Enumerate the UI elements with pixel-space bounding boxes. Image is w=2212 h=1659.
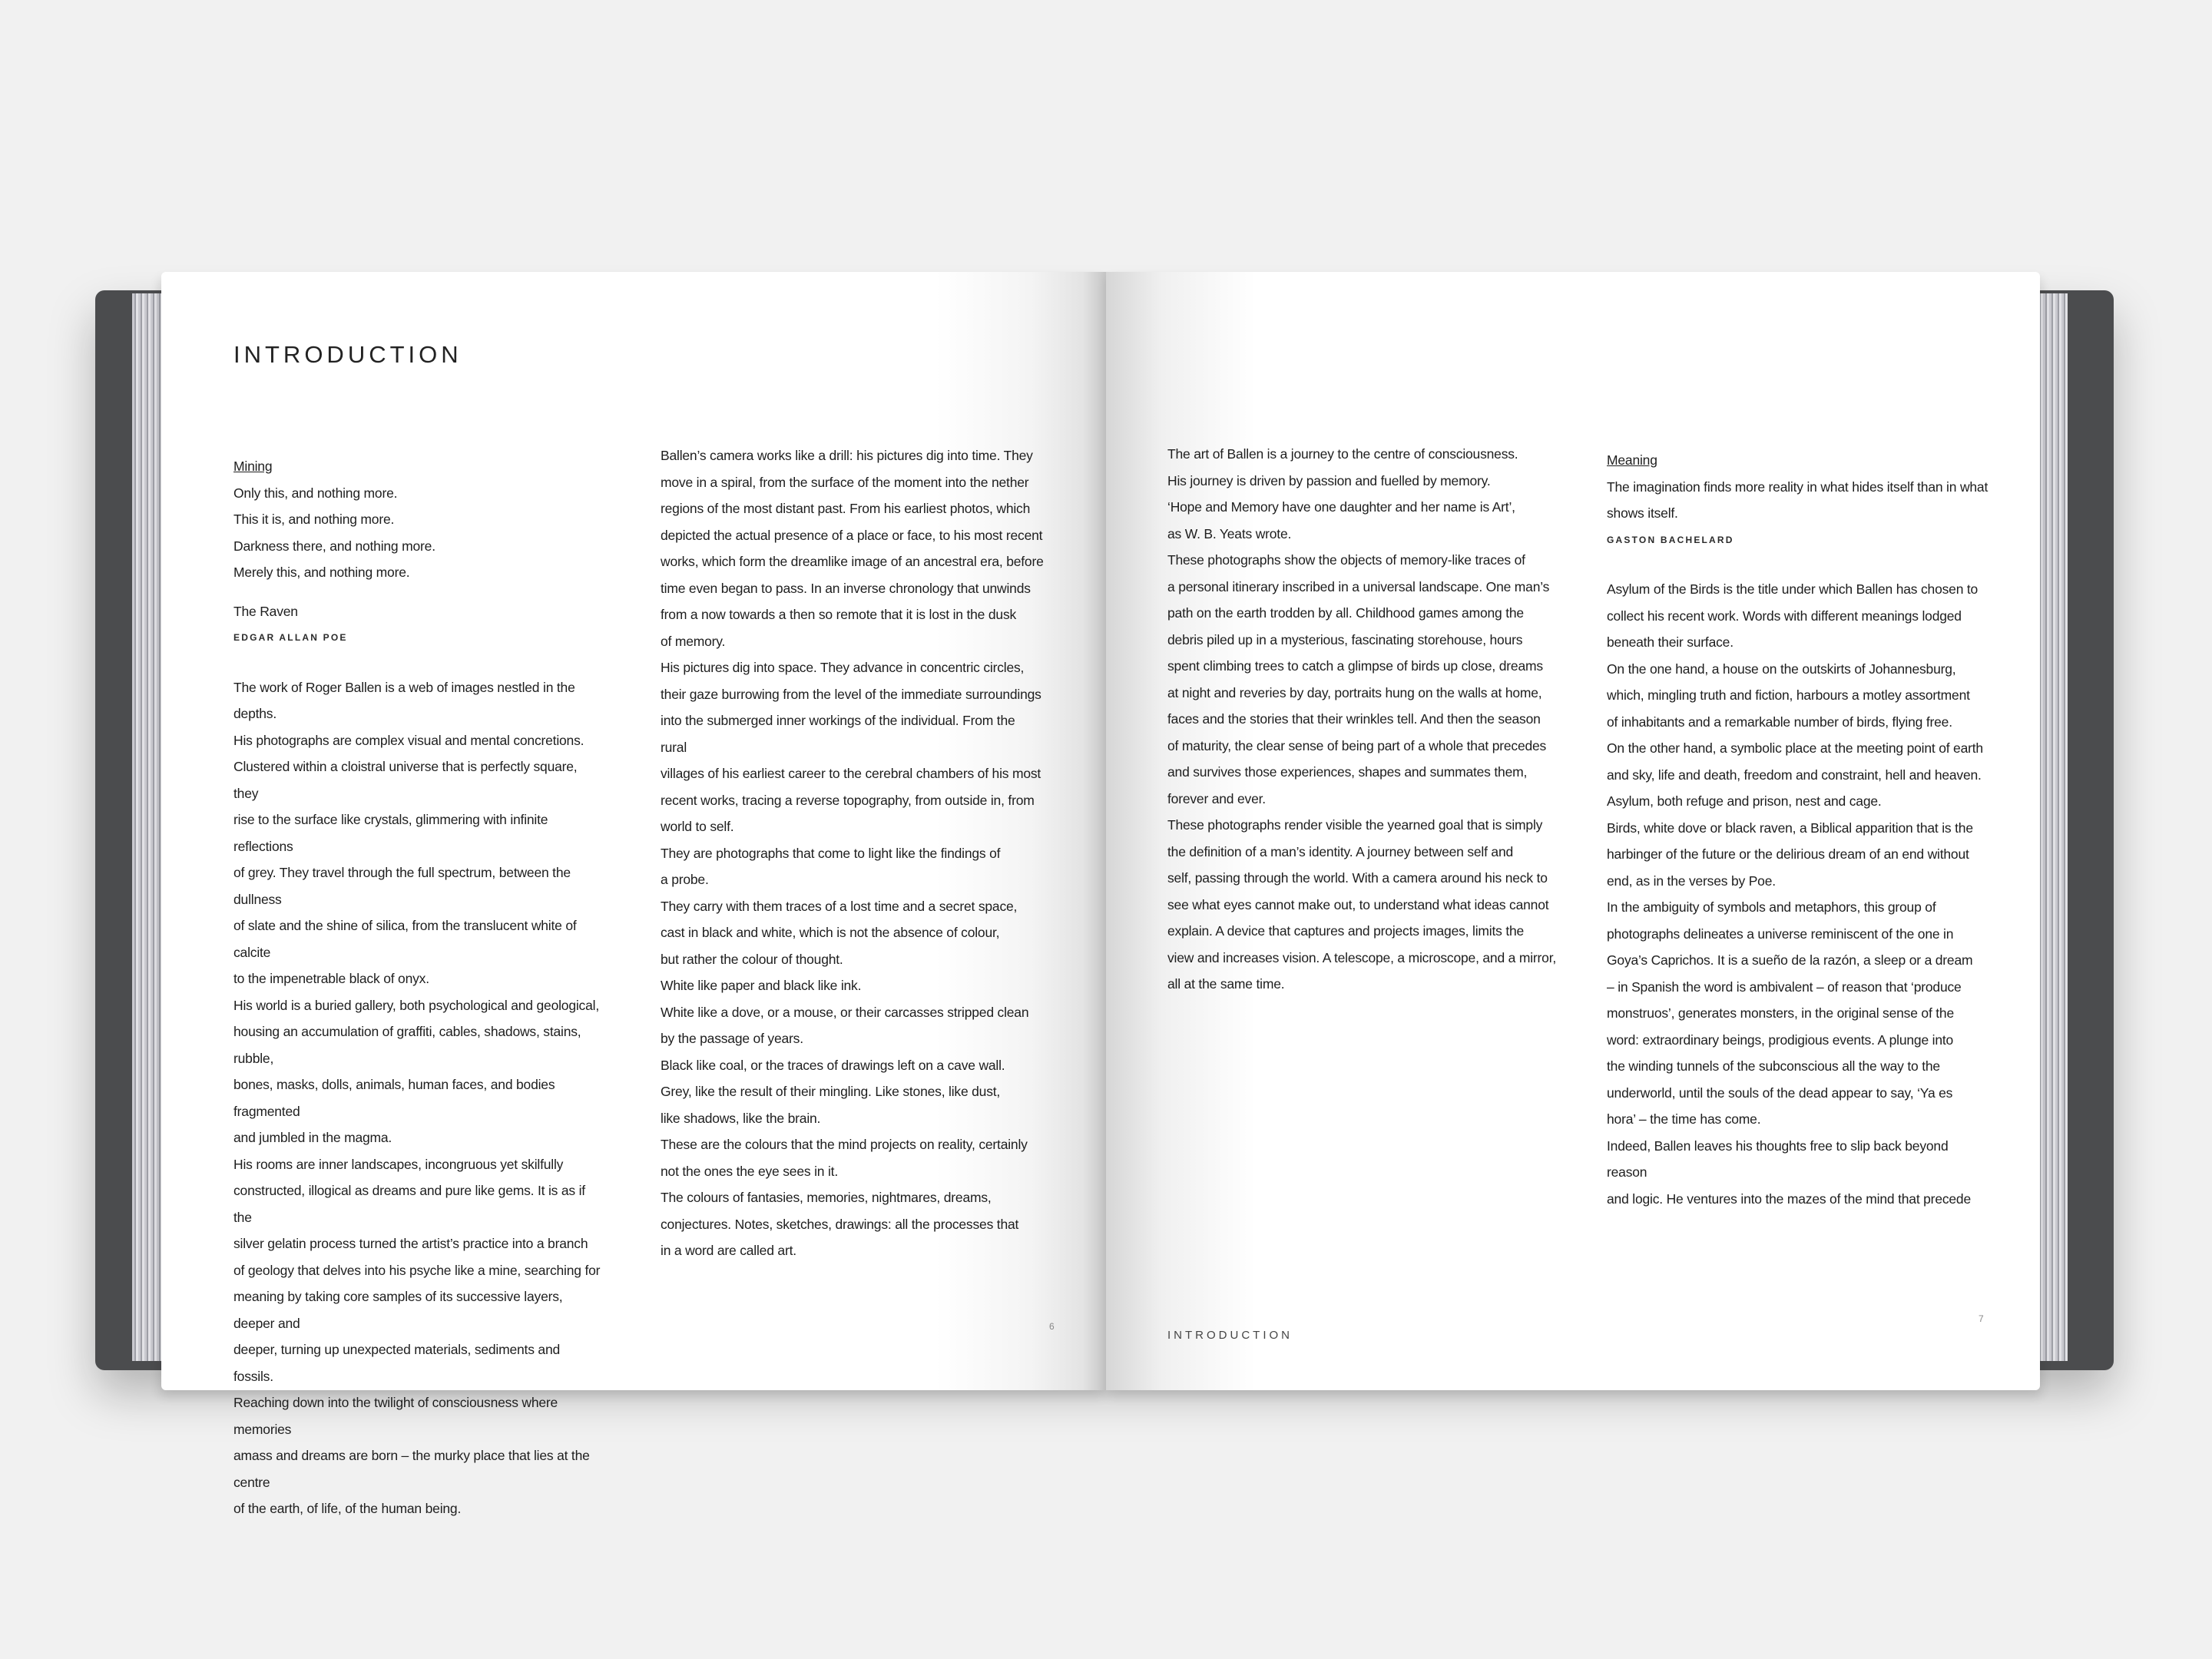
text-line: explain. A device that captures and projects images, limits the [1167, 923, 1525, 939]
text-line: villages of his earliest career to the cerebral chambers of his most [661, 766, 1041, 781]
text-line: regions of the most distant past. From his earliest photos, which [661, 501, 1031, 516]
text-line: Reaching down into the twilight of consciousness where memories [233, 1395, 558, 1437]
running-footer: INTRODUCTION [1167, 1329, 1293, 1342]
text-line: His rooms are inner landscapes, incongruous yet skilfully [233, 1156, 564, 1172]
text-line: The work of Roger Ballen is a web of images nestled in the depths. [233, 679, 575, 721]
epigraph-source: The Raven [233, 603, 298, 619]
text-line: Asylum of the Birds is the title under which Ballen has chosen to [1607, 581, 1979, 597]
text-line: The colours of fantasies, memories, nightmares, dreams, [661, 1190, 992, 1205]
epigraph-line: Darkness there, and nothing more. [233, 538, 435, 554]
text-line: end, as in the verses by Poe. [1607, 873, 1776, 889]
text-line: works, which form the dreamlike image of an ancestral era, before [661, 554, 1044, 569]
epigraph-line: Merely this, and nothing more. [233, 565, 410, 580]
epigraph-author: EDGAR ALLAN POE [233, 632, 348, 643]
text-line: of geology that delves into his psyche like a mine, searching for [233, 1262, 601, 1278]
text-line: meaning by taking core samples of its successive layers, deeper and [233, 1289, 563, 1331]
epigraph-line: Only this, and nothing more. [233, 485, 398, 501]
page-number: 6 [1049, 1321, 1055, 1332]
epigraph-line: shows itself. [1607, 505, 1678, 521]
epigraph-line: The imagination finds more reality in what hides itself than in what [1607, 478, 1988, 495]
text-line: path on the earth trodden by all. Childhood games among the [1167, 605, 1524, 621]
text-line: faces and the stories that their wrinkles tell. And then the season [1167, 711, 1541, 727]
text-line: world to self. [661, 819, 734, 834]
right-page [1106, 272, 2040, 1390]
text-line: Black like coal, or the traces of drawings left on a cave wall. [661, 1057, 1005, 1073]
text-line: debris piled up in a mysterious, fascinating storehouse, hours [1167, 631, 1523, 647]
text-line: Indeed, Ballen leaves his thoughts free to slip back beyond reason [1607, 1137, 1949, 1180]
text-line: recent works, tracing a reverse topography, from outside in, from [661, 792, 1035, 808]
text-line: spent climbing trees to catch a glimpse of birds up close, dreams [1167, 658, 1543, 674]
text-line: White like a dove, or a mouse, or their carcasses stripped clean [661, 1004, 1029, 1020]
text-line: White like paper and black like ink. [661, 978, 862, 993]
text-line: to the impenetrable black of onyx. [233, 971, 429, 986]
text-line: collect his recent work. Words with different meanings lodged [1607, 608, 1962, 624]
text-line: His pictures dig into space. They advance in concentric circles, [661, 660, 1025, 675]
text-line: monstruos’, generates monsters, in the original sense of the [1607, 1005, 1954, 1021]
left-column-1 [233, 453, 602, 1522]
text-line: Birds, white dove or black raven, a Biblical apparition that is the [1607, 820, 1973, 836]
text-line: Clustered within a cloistral universe that is perfectly square, they [233, 759, 578, 801]
body-text [1607, 576, 1991, 1212]
text-line: silver gelatin process turned the artist’s practice into a branch [233, 1236, 588, 1251]
text-line: These photographs render visible the yearned goal that is simply [1167, 817, 1543, 833]
page-edges-left [132, 293, 163, 1361]
text-line: His journey is driven by passion and fuelled by memory. [1167, 472, 1491, 488]
text-line: and sky, life and death, freedom and constraint, hell and heaven. [1607, 767, 1982, 783]
text-line: beneath their surface. [1607, 634, 1734, 650]
text-line: photographs delineates a universe reminiscent of the one in [1607, 926, 1954, 942]
body-text [661, 442, 1045, 1264]
text-line: amass and dreams are born – the murky place that lies at the centre [233, 1448, 590, 1490]
text-line: His world is a buried gallery, both psychological and geological, [233, 997, 599, 1013]
text-line: hora’ – the time has come. [1607, 1111, 1761, 1127]
text-line: all at the same time. [1167, 976, 1285, 992]
text-line: and survives those experiences, shapes and summates them, [1167, 764, 1528, 780]
right-column-2 [1607, 447, 1991, 1212]
text-line: view and increases vision. A telescope, a microscope, and a mirror, [1167, 949, 1557, 965]
text-line: of the earth, of life, of the human being. [233, 1501, 462, 1516]
left-column-2 [661, 442, 1045, 1264]
text-line: They are photographs that come to light like the findings of [661, 845, 1001, 861]
text-line: of maturity, the clear sense of being part of a whole that precedes [1167, 737, 1547, 753]
text-line: not the ones the eye sees in it. [661, 1163, 838, 1179]
text-line: of slate and the shine of silica, from the translucent white of calcite [233, 918, 577, 960]
epigraph-line: This it is, and nothing more. [233, 512, 395, 527]
text-line: housing an accumulation of graffiti, cables, shadows, stains, rubble, [233, 1024, 581, 1066]
text-line: ‘Hope and Memory have one daughter and her name is Art’, [1167, 499, 1515, 515]
text-line: move in a spiral, from the surface of the moment into the nether [661, 474, 1029, 490]
text-line: like shadows, like the brain. [661, 1110, 821, 1126]
text-line: depicted the actual presence of a place or face, to his most recent [661, 527, 1043, 543]
text-line: the winding tunnels of the subconscious all the way to the [1607, 1058, 1940, 1074]
text-line: The art of Ballen is a journey to the centre of consciousness. [1167, 446, 1518, 462]
epigraph-heading: Mining [233, 459, 273, 474]
text-line: a probe. [661, 872, 709, 887]
text-line: forever and ever. [1167, 790, 1266, 806]
text-line: but rather the colour of thought. [661, 951, 843, 967]
text-line: Ballen’s camera works like a drill: his pictures dig into time. They [661, 448, 1033, 463]
text-line: deeper, turning up unexpected materials, sediments and fossils. [233, 1342, 561, 1384]
text-line: cast in black and white, which is not the absence of colour, [661, 925, 1000, 940]
text-line: – in Spanish the word is ambivalent – of reason that ‘produce [1607, 979, 1962, 995]
text-line: by the passage of years. [661, 1031, 803, 1046]
text-line: time even began to pass. In an inverse chronology that unwinds [661, 580, 1031, 596]
text-line: On the other hand, a symbolic place at the meeting point of earth [1607, 740, 1983, 756]
text-line: They carry with them traces of a lost time and a secret space, [661, 898, 1018, 914]
page-edges-right [2037, 293, 2068, 1361]
page-number: 7 [1979, 1313, 1984, 1324]
text-line: in a word are called art. [661, 1243, 796, 1258]
text-line: harbinger of the future or the delirious dream of an end without [1607, 846, 1969, 862]
text-line: which, mingling truth and fiction, harbours a motley assortment [1607, 687, 1970, 703]
text-line: their gaze burrowing from the level of the immediate surroundings [661, 686, 1041, 702]
text-line: His photographs are complex visual and mental concretions. [233, 732, 584, 748]
text-line: Asylum, both refuge and prison, nest and cage. [1607, 793, 1882, 809]
text-line: into the submerged inner workings of the individual. From the rural [661, 713, 1015, 755]
right-column-1 [1167, 441, 1559, 998]
text-line: underworld, until the souls of the dead appear to say, ‘Ya es [1607, 1084, 1953, 1101]
text-line: see what eyes cannot make out, to understand what ideas cannot [1167, 896, 1549, 912]
left-page [161, 272, 1106, 1516]
text-line: of grey. They travel through the full spectrum, between the dullness [233, 865, 571, 907]
text-line: from a now towards a then so remote that it is lost in the dusk [661, 607, 1017, 622]
text-line: of inhabitants and a remarkable number of birds, flying free. [1607, 714, 1952, 730]
text-line: rise to the surface like crystals, glimmering with infinite reflections [233, 812, 548, 854]
text-line: self, passing through the world. With a camera around his neck to [1167, 870, 1548, 886]
text-line: at night and reveries by day, portraits hung on the walls at home, [1167, 684, 1542, 700]
text-line: conjectures. Notes, sketches, drawings: all the processes that [661, 1216, 1019, 1232]
text-line: These photographs show the objects of memory-like traces of [1167, 552, 1525, 568]
epigraph-author: GASTON BACHELARD [1607, 534, 1734, 545]
text-line: Grey, like the result of their mingling. Like stones, like dust, [661, 1084, 1001, 1099]
text-line: and logic. He ventures into the mazes of the mind that precede [1607, 1190, 1971, 1207]
epigraph-heading: Meaning [1607, 452, 1657, 468]
text-line: These are the colours that the mind projects on reality, certainly [661, 1137, 1028, 1152]
text-line: and jumbled in the magma. [233, 1130, 392, 1145]
text-line: Goya’s Caprichos. It is a sueño de la razón, a sleep or a dream [1607, 952, 1973, 968]
text-line: In the ambiguity of symbols and metaphors, this group of [1607, 899, 1936, 915]
body-text [233, 674, 602, 1522]
text-line: On the one hand, a house on the outskirts of Johannesburg, [1607, 661, 1956, 677]
text-line: bones, masks, dolls, animals, human faces, and bodies fragmented [233, 1077, 555, 1119]
text-line: of memory. [661, 633, 726, 649]
text-line: a personal itinerary inscribed in a universal landscape. One man’s [1167, 578, 1550, 594]
text-line: word: extraordinary beings, prodigious events. A plunge into [1607, 1031, 1954, 1048]
text-line: the definition of a man’s identity. A journey between self and [1167, 843, 1514, 859]
body-text [1167, 441, 1559, 998]
text-line: as W. B. Yeats wrote. [1167, 525, 1292, 541]
text-line: constructed, illogical as dreams and pure like gems. It is as if the [233, 1183, 585, 1225]
page-title: INTRODUCTION [233, 341, 462, 368]
